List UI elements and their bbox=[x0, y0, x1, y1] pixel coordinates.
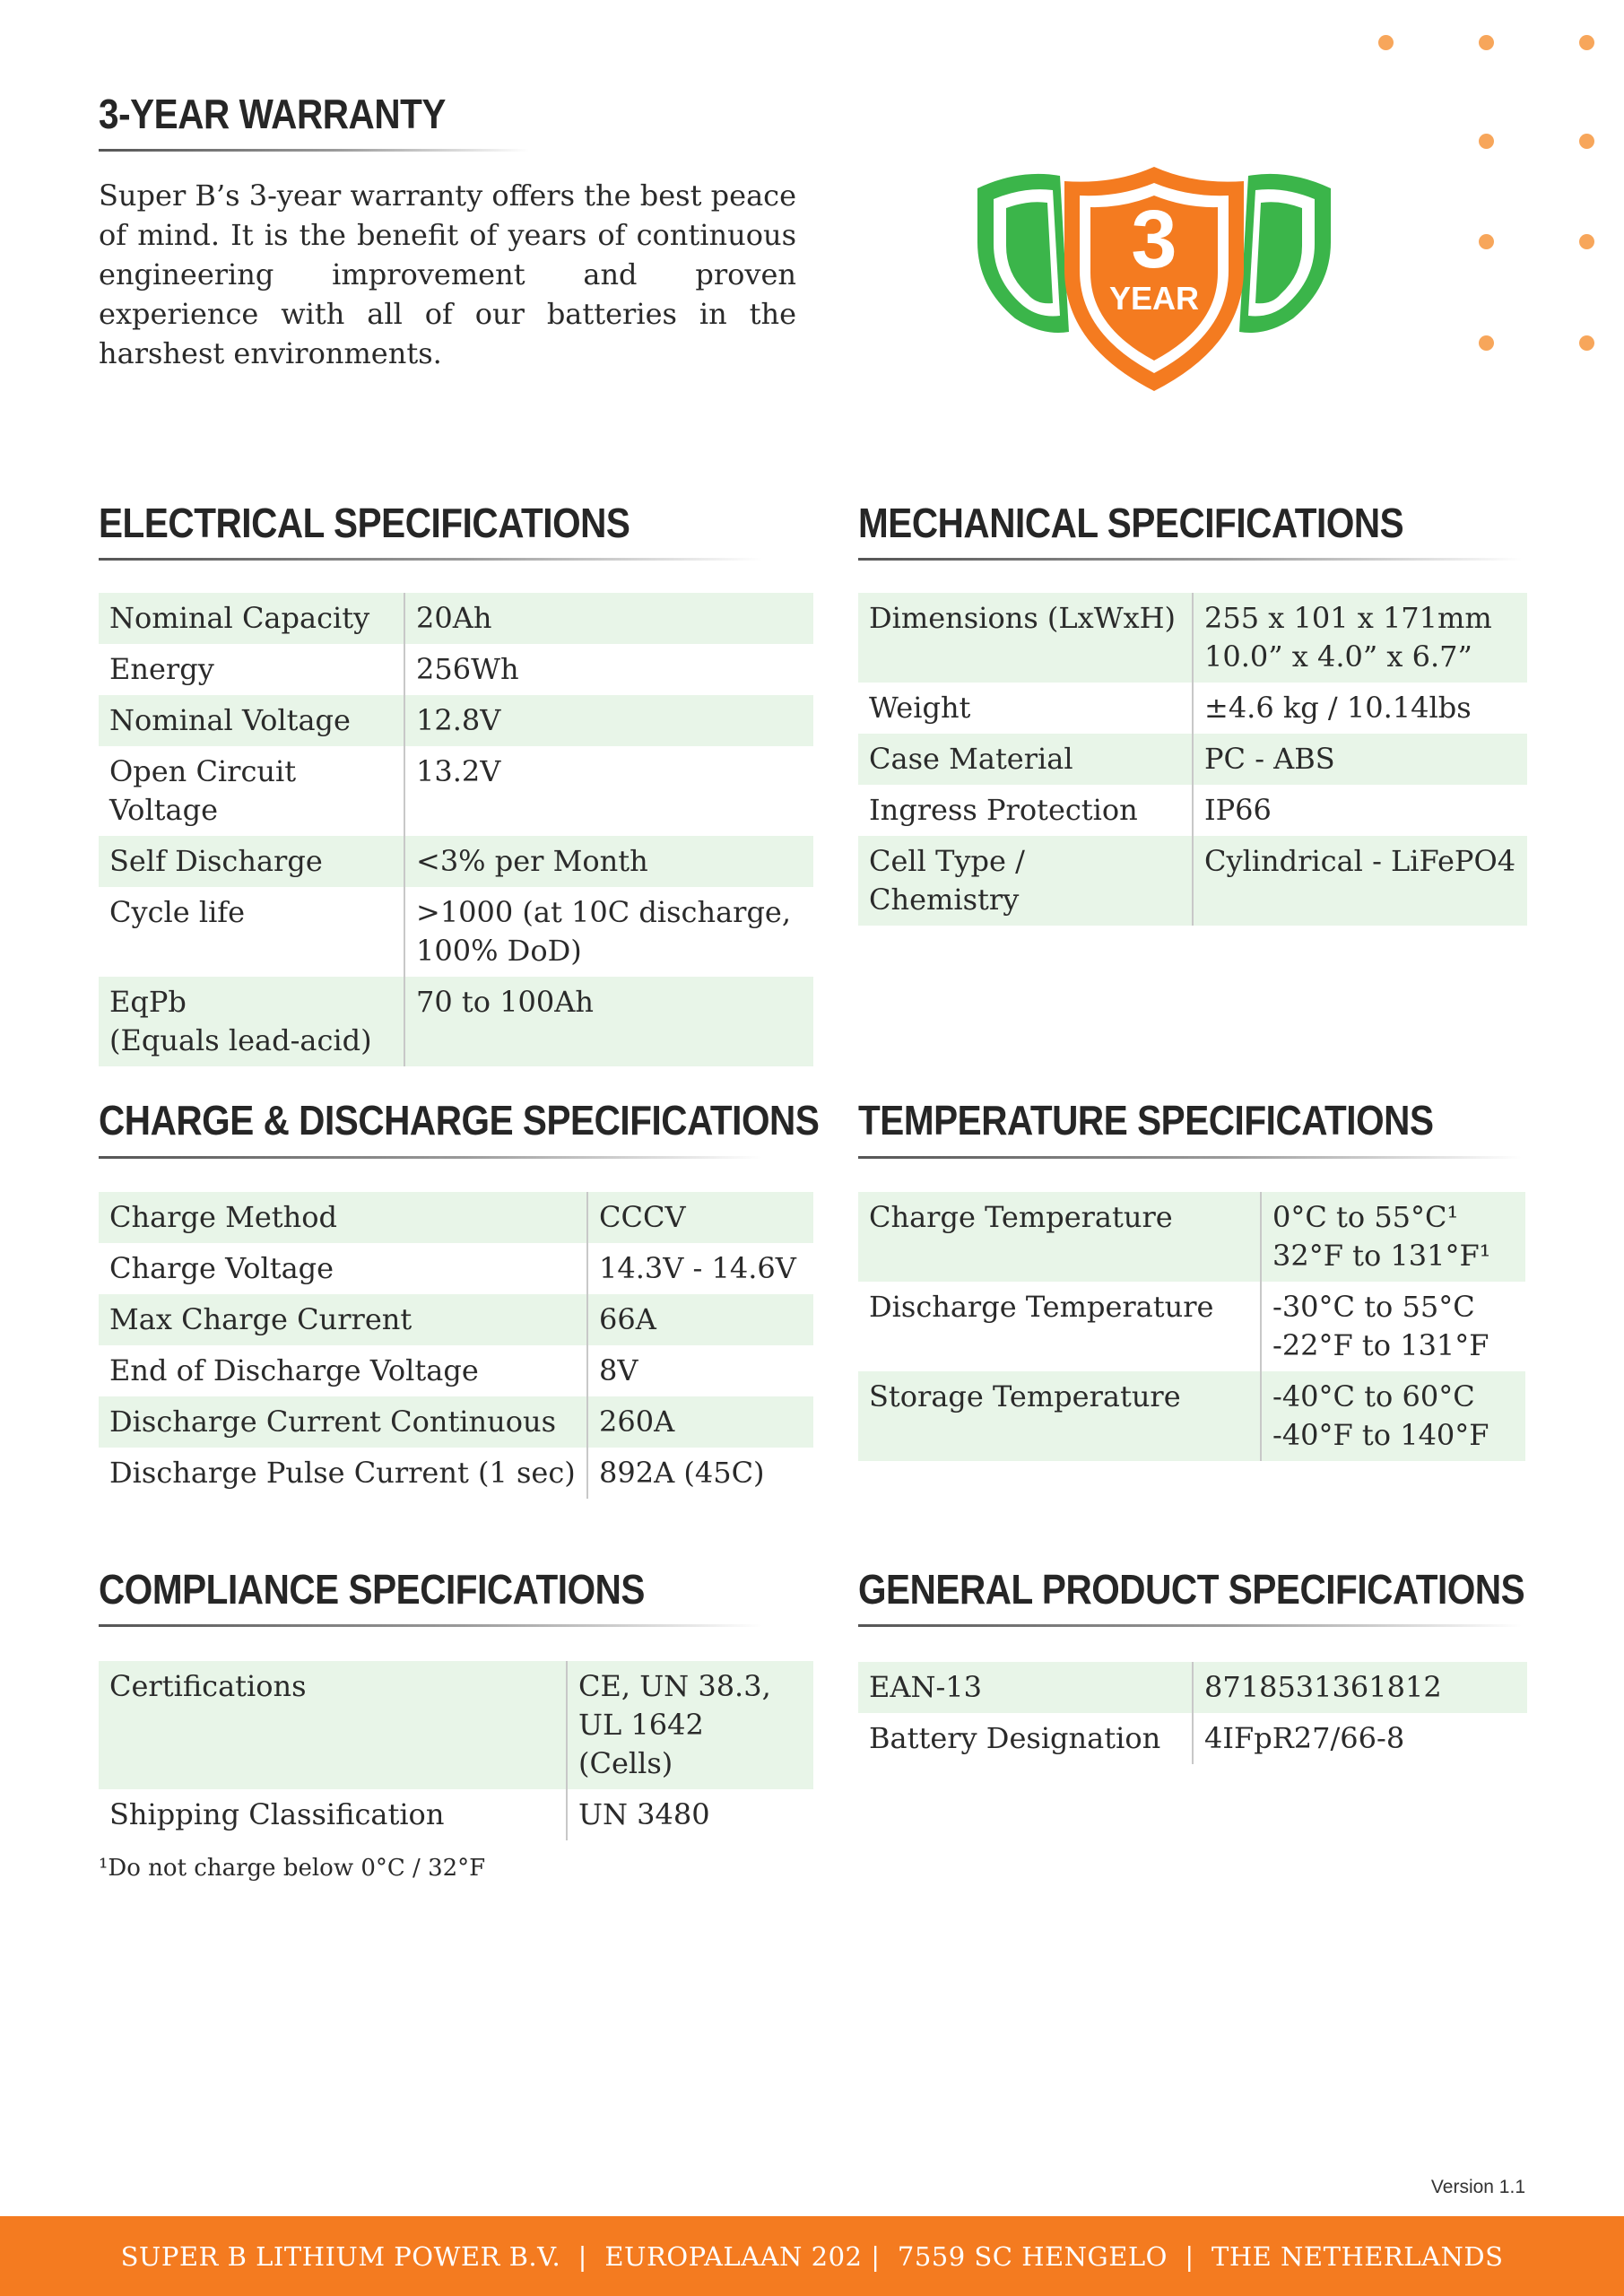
spec-value: CCCV bbox=[587, 1192, 813, 1243]
spec-row bbox=[858, 836, 1527, 926]
spec-value: 0°C to 55°C¹ 32°F to 131°F¹ bbox=[1261, 1192, 1525, 1282]
spec-label: Discharge Pulse Current (1 sec) bbox=[109, 1456, 576, 1490]
spec-row bbox=[99, 746, 813, 836]
spec-value: 256Wh bbox=[404, 644, 813, 695]
spec-label: Cell Type / Chemistry bbox=[858, 836, 1193, 926]
spec-value: 13.2V bbox=[404, 746, 813, 836]
spec-label: Charge Voltage bbox=[109, 1251, 334, 1285]
spec-label: Nominal Capacity bbox=[99, 593, 404, 644]
electrical-table bbox=[99, 593, 813, 1066]
spec-label: Dimensions (LxWxH) bbox=[858, 593, 1193, 683]
dot bbox=[1479, 335, 1494, 351]
spec-label: Certifications bbox=[99, 1661, 567, 1789]
spec-label: Case Material bbox=[858, 734, 1193, 785]
spec-row bbox=[858, 785, 1527, 836]
spec-row bbox=[858, 683, 1527, 734]
warranty-title: 3-YEAR WARRANTY bbox=[99, 91, 446, 137]
charge-table bbox=[99, 1192, 813, 1499]
spec-value: CE, UN 38.3, UL 1642 (Cells) bbox=[567, 1661, 813, 1789]
warranty-title-underline bbox=[99, 149, 529, 152]
spec-row bbox=[99, 887, 813, 977]
dot bbox=[1579, 234, 1594, 249]
spec-row bbox=[99, 593, 813, 644]
spec-value: Cylindrical - LiFePO4 bbox=[1193, 836, 1527, 926]
spec-value: 14.3V - 14.6V bbox=[587, 1243, 813, 1294]
general-title-underline bbox=[858, 1624, 1522, 1627]
spec-value: 66A bbox=[587, 1294, 813, 1345]
spec-value: 260A bbox=[587, 1396, 813, 1448]
spec-row bbox=[99, 1661, 813, 1789]
dot bbox=[1479, 134, 1494, 149]
spec-label: EqPb (Equals lead-acid) bbox=[99, 977, 404, 1066]
spec-row bbox=[858, 593, 1527, 683]
footer-address: SUPER B LITHIUM POWER B.V. | EUROPALAAN 202 | 7559 SC HENGELO | THE NETHERLANDS bbox=[120, 2240, 1504, 2272]
spec-row bbox=[858, 1662, 1527, 1713]
spec-label: Charge Temperature bbox=[858, 1192, 1261, 1282]
spec-value: 12.8V bbox=[404, 695, 813, 746]
temperature-table bbox=[858, 1192, 1525, 1461]
spec-label: Cycle life bbox=[109, 895, 246, 929]
general-title: GENERAL PRODUCT SPECIFICATIONS bbox=[858, 1566, 1525, 1613]
badge-label: YEAR bbox=[1108, 280, 1200, 317]
spec-row bbox=[99, 695, 813, 746]
mechanical-title: MECHANICAL SPECIFICATIONS bbox=[858, 500, 1404, 546]
dot bbox=[1378, 35, 1394, 50]
three-year-warranty-badge bbox=[970, 161, 1338, 395]
dot bbox=[1579, 35, 1594, 50]
spec-label: EAN-13 bbox=[858, 1662, 1193, 1713]
spec-row bbox=[99, 1243, 813, 1294]
spec-value: 892A (45C) bbox=[587, 1448, 813, 1499]
spec-label: Charge Method bbox=[99, 1192, 587, 1243]
spec-row bbox=[99, 1789, 813, 1840]
spec-label: Energy bbox=[109, 652, 214, 686]
mechanical-table bbox=[858, 593, 1527, 926]
spec-value: >1000 (at 10C discharge, 100% DoD) bbox=[404, 887, 813, 977]
spec-value: -30°C to 55°C -22°F to 131°F bbox=[1261, 1282, 1525, 1371]
spec-label: Max Charge Current bbox=[99, 1294, 587, 1345]
spec-row bbox=[99, 1396, 813, 1448]
spec-label: Discharge Current Continuous bbox=[99, 1396, 587, 1448]
spec-label: Shipping Classification bbox=[109, 1797, 445, 1831]
spec-label: End of Discharge Voltage bbox=[109, 1353, 479, 1387]
spec-label: Storage Temperature bbox=[858, 1371, 1261, 1461]
footer-bar bbox=[0, 2216, 1624, 2296]
spec-label: Discharge Temperature bbox=[869, 1290, 1214, 1324]
spec-row bbox=[858, 1713, 1527, 1764]
dot bbox=[1479, 234, 1494, 249]
spec-row bbox=[99, 1192, 813, 1243]
spec-label: Ingress Protection bbox=[869, 793, 1138, 827]
spec-value: 4IFpR27/66-8 bbox=[1193, 1713, 1527, 1764]
dot bbox=[1579, 335, 1594, 351]
footnote: ¹Do not charge below 0°C / 32°F bbox=[99, 1855, 486, 1882]
electrical-title-underline bbox=[99, 558, 762, 561]
spec-row bbox=[99, 836, 813, 887]
compliance-title: COMPLIANCE SPECIFICATIONS bbox=[99, 1566, 645, 1613]
compliance-table bbox=[99, 1661, 813, 1840]
spec-value: 255 x 101 x 171mm 10.0” x 4.0” x 6.7” bbox=[1193, 593, 1527, 683]
spec-row bbox=[858, 1371, 1525, 1461]
dot bbox=[1479, 35, 1494, 50]
warranty-text: Super B’s 3-year warranty offers the best peace of mind. It is the benefit of years of continuous engineering improvement and proven experience with all of our batteries in the harshest environments. bbox=[99, 178, 796, 370]
mechanical-title-underline bbox=[858, 558, 1522, 561]
spec-value: 20Ah bbox=[404, 593, 813, 644]
spec-row bbox=[858, 1282, 1525, 1371]
spec-value: -40°C to 60°C -40°F to 140°F bbox=[1261, 1371, 1525, 1461]
spec-value: IP66 bbox=[1193, 785, 1527, 836]
spec-label: Nominal Voltage bbox=[99, 695, 404, 746]
spec-row bbox=[99, 1294, 813, 1345]
spec-row bbox=[99, 1448, 813, 1499]
spec-row bbox=[99, 644, 813, 695]
version-label: Version 1.1 bbox=[1430, 2177, 1525, 2197]
spec-value: 70 to 100Ah bbox=[404, 977, 813, 1066]
charge-title: CHARGE & DISCHARGE SPECIFICATIONS bbox=[99, 1097, 820, 1144]
spec-label: Weight bbox=[869, 691, 971, 725]
badge-number: 3 bbox=[1131, 194, 1177, 285]
spec-label: Battery Designation bbox=[869, 1721, 1161, 1755]
spec-row bbox=[858, 734, 1527, 785]
general-table bbox=[858, 1662, 1527, 1764]
temperature-title: TEMPERATURE SPECIFICATIONS bbox=[858, 1097, 1434, 1144]
spec-value: PC - ABS bbox=[1193, 734, 1527, 785]
spec-row bbox=[99, 1345, 813, 1396]
spec-value: ±4.6 kg / 10.14lbs bbox=[1193, 683, 1527, 734]
spec-value: <3% per Month bbox=[404, 836, 813, 887]
temperature-title-underline bbox=[858, 1156, 1522, 1159]
charge-title-underline bbox=[99, 1156, 762, 1159]
compliance-title-underline bbox=[99, 1624, 762, 1627]
electrical-title: ELECTRICAL SPECIFICATIONS bbox=[99, 500, 630, 546]
spec-label: Self Discharge bbox=[99, 836, 404, 887]
spec-value: 8V bbox=[587, 1345, 813, 1396]
spec-value: 8718531361812 bbox=[1193, 1662, 1527, 1713]
spec-row bbox=[99, 977, 813, 1066]
spec-row bbox=[858, 1192, 1525, 1282]
dot bbox=[1579, 134, 1594, 149]
spec-label: Open Circuit Voltage bbox=[109, 754, 297, 827]
spec-value: UN 3480 bbox=[567, 1789, 813, 1840]
